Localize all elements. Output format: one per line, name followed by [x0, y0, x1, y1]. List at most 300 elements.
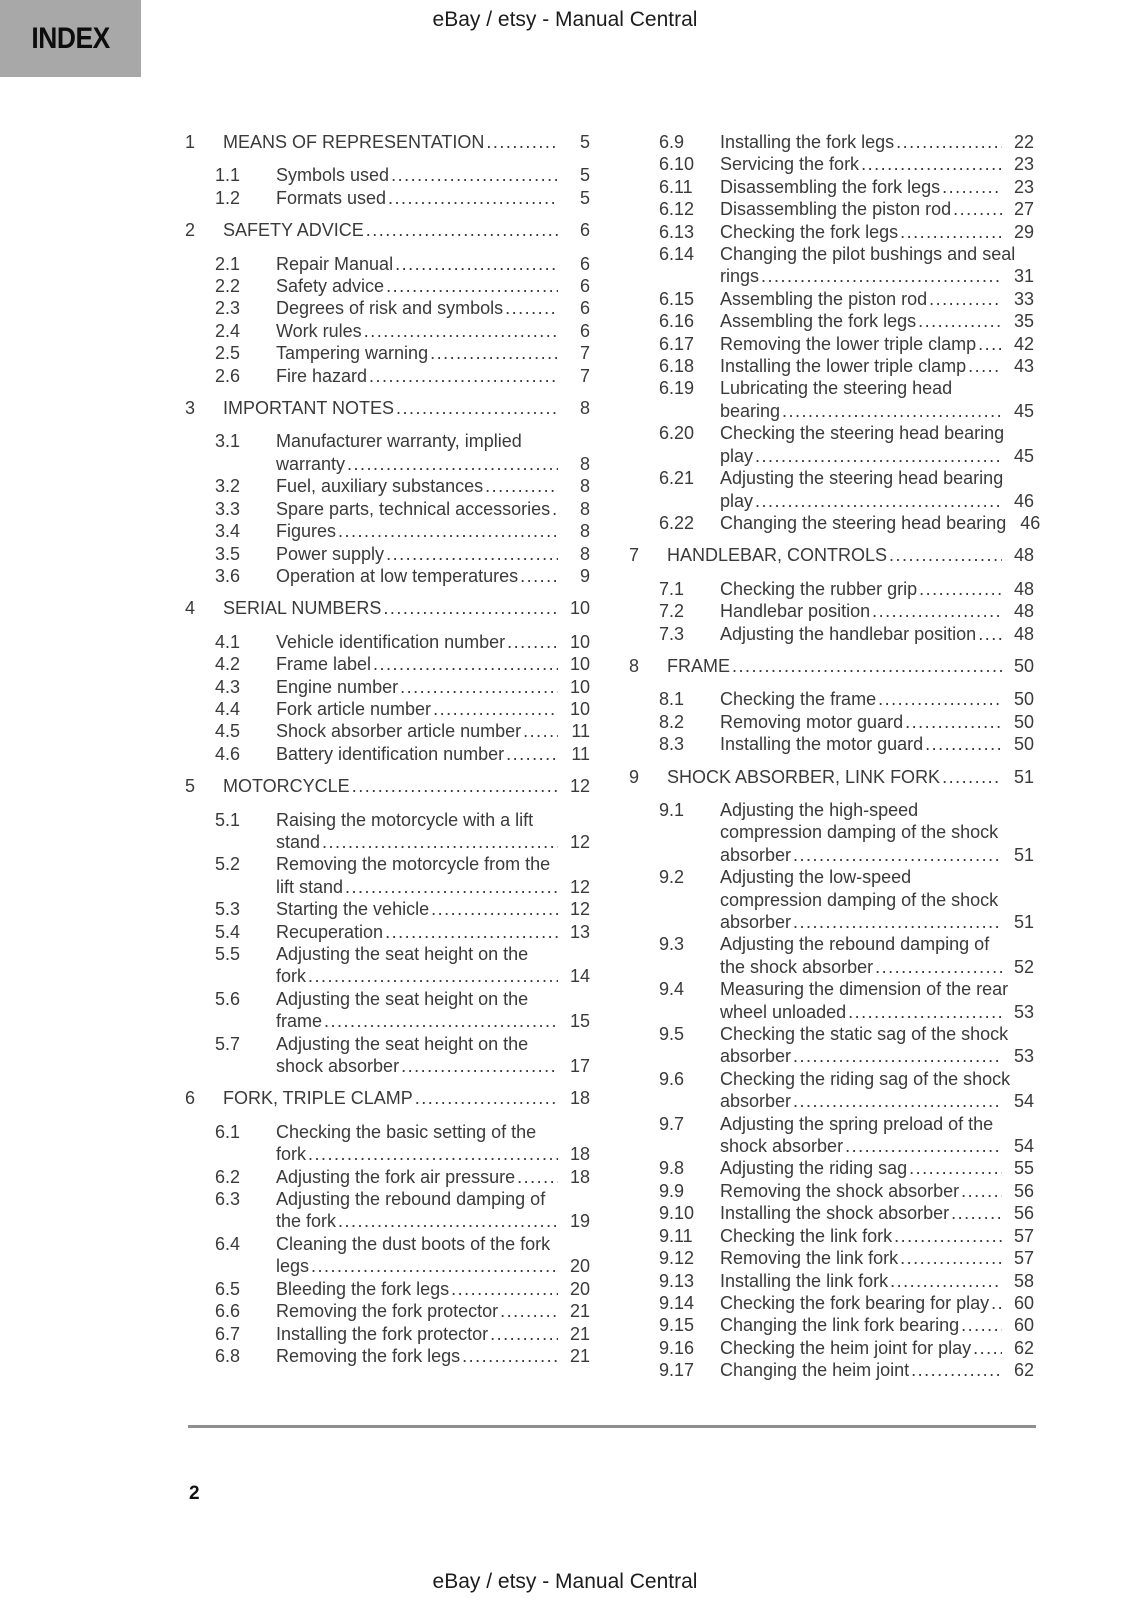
toc-entry-number: 1.1 [215, 165, 241, 186]
toc-entry-number: 5.6 [215, 988, 241, 1009]
toc-subsection-entry [185, 1188, 590, 1233]
toc-entry-row [185, 1323, 590, 1345]
toc-entry-number: 6.17 [659, 333, 695, 354]
toc-dot-leader [322, 831, 558, 853]
toc-entry-page: 18 [569, 1088, 590, 1109]
toc-entry-number: 3.4 [215, 521, 241, 542]
toc-entry-number-spacer [629, 400, 720, 422]
toc-subsection-entry [629, 1225, 1034, 1247]
toc-entry-number: 5.2 [215, 854, 241, 875]
toc-entry-title: compression damping of the shock [720, 889, 999, 910]
toc-subsection-entry [629, 866, 1034, 933]
toc-entry-title: stand [276, 831, 321, 852]
toc-dot-leader [900, 221, 1002, 243]
toc-entry-number: 6.12 [659, 199, 695, 220]
page-number: 2 [189, 1483, 200, 1504]
toc-entry-title: Changing the link fork bearing [720, 1315, 960, 1336]
toc-dot-leader [991, 1292, 1002, 1314]
toc-subsection-entry [185, 498, 590, 520]
toc-entry-number: 6.10 [659, 154, 695, 175]
toc-entry-number: 6.20 [659, 423, 695, 444]
toc-entry-page: 52 [1013, 956, 1034, 977]
toc-subsection-entry [629, 1359, 1034, 1381]
toc-entry-number: 9.11 [659, 1225, 693, 1246]
toc-entry-row [185, 1300, 590, 1322]
toc-entry-row [185, 775, 590, 797]
toc-entry-title: MEANS OF REPRESENTATION [223, 132, 485, 152]
toc-entry-row [629, 1113, 1034, 1135]
toc-subsection-entry [629, 1157, 1034, 1179]
toc-entry-page: 51 [1013, 912, 1034, 932]
toc-entry-title: frame [276, 1011, 323, 1032]
toc-entry-title: shock absorber [720, 1136, 844, 1157]
toc-entry-row [629, 176, 1034, 198]
toc-entry-number: 9.13 [659, 1270, 695, 1291]
toc-entry-row [629, 1225, 1034, 1247]
toc-entry-number: 6.13 [659, 221, 695, 242]
toc-entry-page: 13 [569, 921, 590, 942]
toc-entry-row [185, 320, 590, 342]
toc-entry-row [629, 221, 1034, 243]
toc-entry-row [629, 866, 1034, 888]
toc-entry-page: 10 [569, 698, 590, 719]
toc-entry-title: Figures [276, 521, 337, 542]
toc-entry-title: Changing the heim joint [720, 1360, 910, 1381]
toc-entry-number-spacer [629, 911, 720, 933]
toc-dot-leader [978, 333, 1002, 355]
toc-entry-page: 19 [569, 1211, 590, 1232]
toc-subsection-entry [185, 275, 590, 297]
toc-entry-number-spacer [185, 1143, 276, 1165]
toc-entry-title: absorber [720, 1091, 792, 1112]
toc-entry-row [629, 355, 1034, 377]
toc-entry-page: 20 [569, 1256, 590, 1277]
toc-entry-title: Adjusting the seat height on the [276, 1033, 529, 1054]
toc-dot-leader [401, 1055, 558, 1077]
toc-entry-title: MOTORCYCLE [223, 776, 350, 797]
toc-entry-title: Checking the fork legs [720, 221, 899, 242]
toc-dot-leader [961, 1180, 1002, 1202]
toc-entry-row [185, 365, 590, 387]
toc-entry-page: 45 [1013, 400, 1034, 421]
toc-entry-number-spacer [185, 876, 276, 898]
toc-entry-row [629, 799, 1034, 821]
toc-entry-title: HANDLEBAR, CONTROLS [667, 545, 888, 566]
toc-entry-title: Checking the frame [720, 689, 877, 710]
toc-entry-title: Adjusting the spring preload of the [720, 1113, 994, 1134]
toc-entry-number: 8 [629, 655, 640, 676]
toc-dot-leader [490, 1323, 558, 1345]
toc-subsection-entry [185, 1233, 590, 1278]
toc-subsection-entry [629, 153, 1034, 175]
toc-entry-title: absorber [720, 1046, 792, 1067]
toc-subsection-entry [185, 1278, 590, 1300]
toc-dot-leader [942, 176, 1002, 198]
toc-entry-page: 12 [569, 899, 590, 920]
toc-entry-title: Handlebar position [720, 601, 871, 622]
toc-entry-title: Removing the fork protector [276, 1301, 499, 1322]
toc-dot-leader [364, 320, 558, 342]
toc-subsection-entry [185, 921, 590, 943]
toc-entry-number: 4.4 [215, 698, 241, 719]
toc-entry-page: 50 [1013, 655, 1034, 676]
toc-subsection-entry [185, 943, 590, 988]
toc-entry-row [185, 297, 590, 319]
toc-entry-number: 4.5 [215, 721, 241, 742]
toc-dot-leader [732, 655, 1002, 677]
toc-entry-row [185, 475, 590, 497]
toc-dot-leader [462, 1345, 558, 1367]
toc-section-entry [185, 219, 590, 241]
toc-entry-title: Removing the fork legs [276, 1345, 461, 1366]
toc-entry-page: 62 [1013, 1337, 1034, 1358]
toc-subsection-entry [629, 422, 1034, 467]
toc-entry-page: 56 [1013, 1203, 1034, 1224]
toc-entry-row [185, 720, 590, 742]
toc-entry-page: 43 [1013, 356, 1034, 377]
toc-entry-title: Checking the heim joint for play [720, 1337, 972, 1358]
toc-entry-page: 35 [1013, 311, 1034, 332]
toc-section-entry [185, 131, 590, 153]
toc-entry-title: Installing the lower triple clamp [720, 356, 967, 377]
toc-entry-row [629, 1068, 1034, 1090]
toc-entry-title: Adjusting the rebound damping of [276, 1189, 546, 1210]
toc-entry-title: Degrees of risk and symbols [276, 298, 504, 319]
toc-entry-page: 10 [569, 654, 590, 675]
toc-entry-row [185, 988, 590, 1010]
toc-entry-title: Adjusting the rebound damping of [720, 934, 990, 955]
toc-entry-number: 9.3 [659, 934, 685, 955]
toc-dot-leader [889, 544, 1002, 566]
toc-entry-page: 48 [1013, 545, 1034, 566]
toc-entry-row [185, 597, 590, 619]
toc-entry-page: 8 [579, 543, 590, 564]
toc-dot-leader [369, 365, 558, 387]
toc-entry-page: 12 [569, 876, 590, 897]
toc-section-entry [185, 397, 590, 419]
toc-entry-page: 8 [579, 398, 590, 419]
toc-dot-leader [848, 1001, 1002, 1023]
toc-entry-title: Symbols used [276, 165, 390, 186]
toc-subsection-entry [629, 978, 1034, 1023]
toc-dot-leader [386, 275, 558, 297]
toc-subsection-entry [185, 676, 590, 698]
toc-entry-title: Servicing the fork [720, 154, 860, 175]
toc-entry-title: Starting the vehicle [276, 899, 430, 920]
toc-subsection-entry [185, 898, 590, 920]
toc-dot-leader [973, 1337, 1002, 1359]
toc-subsection-entry [629, 310, 1034, 332]
toc-entry-row [185, 1055, 590, 1077]
toc-entry-number: 9.10 [659, 1203, 695, 1224]
toc-entry-number: 6.18 [659, 356, 695, 377]
toc-entry-title: Removing the motorcycle from the [276, 854, 551, 875]
toc-subsection-entry [629, 600, 1034, 622]
toc-entry-row [629, 198, 1034, 220]
toc-subsection-entry [629, 1247, 1034, 1269]
toc-entry-number: 6.14 [659, 244, 695, 265]
toc-subsection-entry [629, 1068, 1034, 1113]
toc-subsection-entry [185, 653, 590, 675]
toc-dot-leader [366, 219, 558, 241]
toc-entry-title: Recuperation [276, 921, 384, 942]
toc-entry-title: lift stand [276, 876, 344, 897]
toc-entry-row [629, 688, 1034, 710]
toc-dot-leader [345, 876, 558, 898]
toc-entry-title: Disassembling the fork legs [720, 176, 941, 197]
toc-subsection-entry [629, 198, 1034, 220]
toc-section-entry [185, 597, 590, 619]
toc-entry-row [185, 342, 590, 364]
toc-entry-row [629, 445, 1034, 467]
toc-entry-title: absorber [720, 912, 792, 932]
toc-subsection-entry [185, 164, 590, 186]
toc-entry-page: 21 [569, 1323, 590, 1344]
toc-entry-row [185, 430, 590, 452]
toc-entry-number: 2.6 [215, 365, 241, 386]
toc-entry-row [185, 676, 590, 698]
toc-dot-leader [861, 153, 1002, 175]
toc-entry-title: Installing the fork protector [276, 1323, 489, 1344]
toc-entry-page: 53 [1013, 1001, 1034, 1022]
toc-entry-number-spacer [185, 1255, 276, 1277]
toc-entry-number: 2 [185, 220, 196, 241]
toc-entry-number: 5.4 [215, 921, 241, 942]
toc-entry-number: 6.11 [659, 176, 693, 197]
toc-dot-leader [520, 565, 558, 587]
toc-subsection-entry [185, 1033, 590, 1078]
toc-subsection-entry [185, 565, 590, 587]
toc-subsection-entry [185, 475, 590, 497]
toc-entry-title: SHOCK ABSORBER, LINK FORK [667, 766, 941, 787]
toc-entry-title: Power supply [276, 543, 385, 564]
toc-entry-title: fork [276, 1144, 307, 1165]
toc-subsection-entry [629, 377, 1034, 422]
toc-subsection-entry [629, 578, 1034, 600]
toc-dot-leader [909, 1157, 1002, 1179]
footer-divider-rule [188, 1425, 1036, 1428]
toc-entry-row [629, 400, 1034, 422]
page-header-title: eBay / etsy - Manual Central [432, 8, 698, 31]
toc-entry-number: 6.22 [659, 512, 695, 533]
toc-entry-page: 57 [1013, 1248, 1034, 1269]
toc-entry-title: Repair Manual [276, 253, 394, 274]
toc-entry-number: 5.7 [215, 1033, 241, 1054]
toc-entry-page: 8 [579, 498, 590, 519]
toc-entry-number-spacer [185, 1055, 276, 1077]
toc-subsection-entry [629, 711, 1034, 733]
toc-entry-row [629, 578, 1034, 600]
toc-entry-page: 45 [1013, 445, 1034, 466]
toc-entry-title: the shock absorber [720, 956, 874, 977]
toc-entry-number: 4.3 [215, 676, 241, 697]
toc-entry-number: 9.8 [659, 1158, 685, 1179]
toc-subsection-entry [185, 365, 590, 387]
toc-subsection-entry [185, 297, 590, 319]
toc-entry-number: 4 [185, 598, 196, 619]
toc-entry-number: 3.6 [215, 565, 241, 586]
toc-dot-leader [911, 1359, 1002, 1381]
toc-entry-page: 10 [569, 631, 590, 652]
toc-dot-leader [338, 1210, 558, 1232]
toc-entry-row [185, 1345, 590, 1367]
toc-entry-number: 2.5 [215, 343, 241, 364]
toc-entry-page: 11 [571, 743, 590, 764]
toc-entry-title: Vehicle identification number [276, 631, 506, 652]
toc-entry-number: 9.5 [659, 1024, 685, 1045]
toc-subsection-entry [629, 512, 1041, 534]
toc-entry-title: Spare parts, technical accessories [276, 498, 551, 519]
toc-entry-row [185, 898, 590, 920]
toc-entry-page: 8 [579, 521, 590, 542]
toc-entry-row [185, 1143, 590, 1165]
toc-entry-number: 8.1 [659, 689, 685, 710]
toc-entry-page: 50 [1013, 689, 1034, 710]
toc-dot-leader [782, 400, 1002, 422]
toc-entry-row [185, 453, 590, 475]
toc-entry-page: 17 [569, 1056, 590, 1077]
toc-entry-title: Raising the motorcycle with a lift [276, 809, 534, 830]
toc-entry-row [185, 1010, 590, 1032]
toc-entry-title: Checking the link fork [720, 1225, 893, 1246]
toc-entry-row [185, 1121, 590, 1143]
toc-entry-row [629, 933, 1034, 955]
toc-dot-leader [761, 265, 1002, 287]
toc-dot-leader [894, 1225, 1002, 1247]
toc-entry-row [629, 623, 1034, 645]
toc-dot-leader [485, 475, 558, 497]
toc-entry-number: 5.1 [215, 809, 241, 830]
toc-entry-title: Checking the static sag of the shock [720, 1024, 1009, 1045]
toc-entry-row [629, 512, 1041, 534]
toc-entry-title: Lubricating the steering head [720, 378, 953, 399]
toc-entry-row [185, 1188, 590, 1210]
toc-entry-title: Installing the link fork [720, 1270, 889, 1291]
toc-entry-title: Fork article number [276, 698, 432, 719]
toc-entry-page: 6 [579, 298, 590, 319]
toc-entry-row [629, 310, 1034, 332]
toc-entry-number-spacer [629, 844, 720, 866]
toc-subsection-entry [185, 743, 590, 765]
toc-dot-leader [793, 1045, 1002, 1067]
toc-entry-title: SAFETY ADVICE [223, 220, 364, 241]
toc-entry-row [185, 698, 590, 720]
toc-entry-row [629, 333, 1034, 355]
toc-entry-number: 8.3 [659, 734, 685, 755]
toc-entry-title: wheel unloaded [720, 1001, 847, 1022]
toc-subsection-entry [185, 698, 590, 720]
toc-entry-title: Manufacturer warranty, implied [276, 431, 522, 452]
toc-dot-leader [968, 355, 1002, 377]
table-of-contents [185, 131, 1041, 1382]
toc-entry-row [629, 131, 1034, 153]
toc-entry-title: Engine number [276, 676, 399, 697]
toc-entry-page: 54 [1013, 1136, 1034, 1157]
toc-entry-page: 51 [1013, 844, 1034, 865]
toc-subsection-entry [629, 355, 1034, 377]
toc-entry-row [185, 397, 590, 419]
toc-dot-leader [352, 775, 558, 797]
toc-dot-leader [925, 733, 1002, 755]
index-tab-label: INDEX [31, 21, 110, 55]
toc-subsection-entry [629, 933, 1034, 978]
toc-entry-row [629, 600, 1034, 622]
toc-entry-title: Adjusting the handlebar position [720, 623, 977, 644]
toc-entry-title: Fire hazard [276, 365, 368, 386]
toc-entry-title: Installing the fork legs [720, 132, 895, 152]
toc-entry-page: 12 [569, 776, 590, 797]
toc-entry-page: 56 [1013, 1180, 1034, 1201]
toc-entry-row [185, 1210, 590, 1232]
toc-entry-number: 2.3 [215, 298, 241, 319]
toc-entry-row [629, 1247, 1034, 1269]
toc-entry-number-spacer [629, 956, 720, 978]
toc-entry-number: 2.4 [215, 320, 241, 341]
toc-entry-page: 27 [1013, 199, 1034, 220]
toc-dot-leader [308, 965, 558, 987]
toc-entry-page: 29 [1013, 221, 1034, 242]
toc-entry-number: 9.12 [659, 1248, 695, 1269]
toc-entry-page: 50 [1013, 711, 1034, 732]
toc-entry-number-spacer [185, 965, 276, 987]
toc-entry-title: shock absorber [276, 1056, 400, 1077]
toc-entry-number: 6.19 [659, 378, 695, 399]
toc-entry-number: 3.5 [215, 543, 241, 564]
toc-entry-title: Checking the riding sag of the shock [720, 1068, 1011, 1089]
toc-entry-row [185, 631, 590, 653]
toc-entry-page: 53 [1013, 1046, 1034, 1067]
toc-entry-number: 1 [185, 132, 196, 152]
toc-entry-page: 60 [1013, 1292, 1034, 1313]
toc-entry-page: 6 [579, 320, 590, 341]
toc-entry-title: play [720, 445, 754, 466]
toc-entry-row [185, 921, 590, 943]
toc-dot-leader [391, 164, 558, 186]
toc-entry-row [629, 821, 1034, 843]
toc-subsection-entry [629, 1337, 1034, 1359]
toc-entry-row [185, 831, 590, 853]
page-footer-title: eBay / etsy - Manual Central [432, 1570, 698, 1593]
toc-entry-number-spacer [629, 1135, 720, 1157]
toc-entry-row [185, 253, 590, 275]
toc-subsection-entry [185, 430, 590, 475]
toc-entry-page: 31 [1013, 266, 1034, 287]
toc-entry-page: 23 [1013, 176, 1034, 197]
toc-entry-number: 9.9 [659, 1180, 685, 1201]
toc-dot-leader [755, 445, 1002, 467]
toc-entry-title: IMPORTANT NOTES [223, 398, 395, 419]
toc-dot-leader [373, 653, 558, 675]
toc-entry-row [185, 943, 590, 965]
toc-subsection-entry [629, 288, 1034, 310]
toc-entry-title: Battery identification number [276, 743, 505, 764]
toc-entry-title: absorber [720, 844, 792, 865]
toc-dot-leader [507, 631, 558, 653]
toc-entry-row [629, 377, 1034, 399]
toc-subsection-entry [185, 342, 590, 364]
toc-dot-leader [953, 198, 1002, 220]
toc-entry-page: 51 [1013, 766, 1034, 787]
toc-dot-leader [500, 1300, 558, 1322]
toc-subsection-entry [629, 243, 1034, 288]
toc-entry-page: 21 [569, 1345, 590, 1366]
toc-entry-row [629, 1045, 1034, 1067]
toc-entry-number-spacer [629, 889, 720, 911]
toc-subsection-entry [185, 1300, 590, 1322]
toc-entry-page: 62 [1013, 1360, 1034, 1381]
toc-entry-number-spacer [629, 1090, 720, 1112]
toc-entry-page: 46 [1020, 512, 1041, 533]
